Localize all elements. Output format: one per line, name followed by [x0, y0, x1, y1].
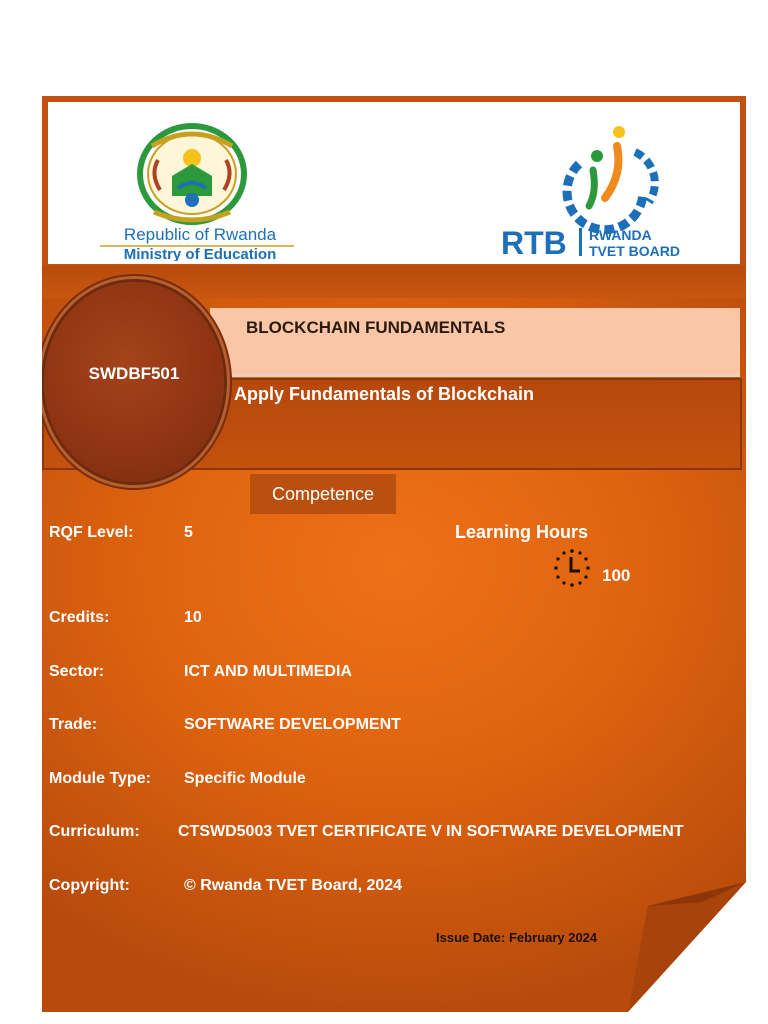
rwanda-text: RWANDA — [589, 227, 652, 243]
copyright-label: Copyright: — [49, 877, 130, 894]
ministry-text: Ministry of Education — [123, 246, 277, 261]
module-code: SWDBF501 — [88, 364, 180, 383]
credits-value: 10 — [184, 609, 202, 626]
tvet-board-text: TVET BOARD — [589, 243, 680, 259]
module-title: BLOCKCHAIN FUNDAMENTALS — [246, 318, 506, 337]
learning-hours-label: Learning Hours — [455, 522, 589, 542]
republic-text: Republic of Rwanda — [123, 225, 277, 244]
competence-text: Apply Fundamentals of Blockchain — [234, 384, 535, 404]
module-type-label: Module Type: — [49, 770, 151, 787]
rqf-level-label: RQF Level: — [49, 524, 134, 541]
copyright-value: © Rwanda TVET Board, 2024 — [184, 877, 403, 894]
trade-label: Trade: — [49, 716, 98, 733]
page-curl-decoration — [42, 96, 746, 1012]
sector-label: Sector: — [49, 663, 105, 680]
sector-value: ICT AND MULTIMEDIA — [184, 663, 352, 680]
learning-hours-value: 100 — [602, 566, 631, 585]
module-cover — [42, 96, 746, 1012]
trade-value: SOFTWARE DEVELOPMENT — [184, 716, 401, 733]
credits-label: Credits: — [49, 609, 110, 626]
rqf-level-value: 5 — [184, 524, 193, 541]
module-type-value: Specific Module — [184, 770, 306, 787]
rtb-mark-text: RTB — [501, 225, 567, 261]
competence-label: Competence — [250, 474, 396, 514]
curriculum-value: CTSWD5003 TVET CERTIFICATE V IN SOFTWARE DEVELOPMENT — [178, 823, 684, 840]
curriculum-label: Curriculum: — [49, 823, 140, 840]
issue-date: Issue Date: February 2024 — [436, 930, 598, 945]
